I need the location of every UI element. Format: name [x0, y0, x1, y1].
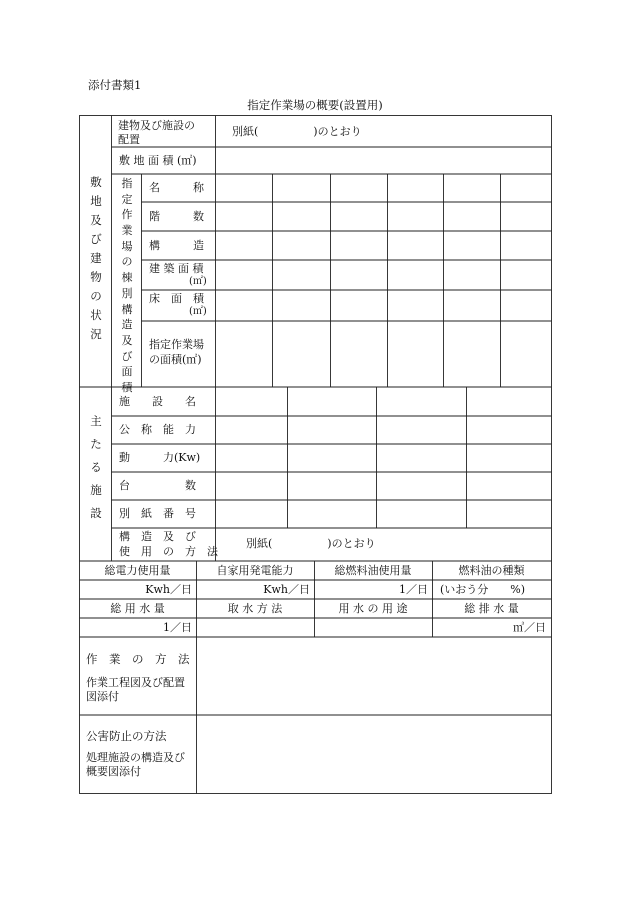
energy-header-fuel-type: 燃料油の種類	[458, 564, 525, 577]
site-group-label	[88, 177, 104, 348]
row-label-structure-usage-2: 使 用 の 方 法	[119, 545, 218, 558]
row-label-name: 名 称	[149, 181, 204, 194]
site-group-label-char: 物	[90, 270, 102, 284]
document-title: 指定作業場の概要(設置用)	[247, 98, 383, 112]
building-group-label-char: 作	[121, 208, 133, 222]
row-label-structure: 構 造	[149, 239, 204, 252]
building-group-label-char: 別	[121, 286, 133, 300]
building-group-label-char: 構	[121, 302, 133, 316]
water-header-intake-method: 取 水 方 法	[227, 602, 283, 615]
building-group-label	[119, 178, 135, 398]
row-label-building-area: 建 築 面 積	[149, 262, 204, 275]
water-header-total-usage: 総 用 水 量	[110, 602, 165, 615]
site-group-label-char: び	[90, 232, 102, 246]
site-area-label: 敷 地 面 積 (㎡)	[119, 154, 197, 167]
building-group-label-char: 造	[121, 318, 133, 332]
water-value-total-usage: 1／日	[163, 621, 192, 634]
site-group-label-char: の	[90, 289, 102, 303]
row-label-facility-name: 施 設 名	[119, 395, 196, 408]
energy-value-total-power: Kwh／日	[145, 583, 192, 596]
pollution-note: 処理施設の構造及び概要図添付	[86, 751, 185, 778]
row-label-floor-area-unit: (㎡)	[189, 306, 207, 317]
work-method-label: 作 業 の 方 法	[86, 652, 190, 666]
facility-group-label-char: 施	[90, 483, 102, 497]
row-label-floor-area: 床 面 積	[149, 292, 204, 305]
row-label-drawing-no: 別 紙 番 号	[119, 507, 196, 520]
attachment-label: 添付書類1	[88, 78, 142, 92]
building-group-label-char: 定	[121, 192, 133, 206]
facility-group-label	[88, 416, 104, 531]
building-group-label-char: 場	[121, 239, 133, 253]
facility-group-label-char: る	[90, 460, 102, 474]
building-group-label-char: び	[121, 349, 133, 363]
water-header-total-discharge: 総 排 水 量	[464, 602, 519, 615]
building-group-label-char: 積	[121, 380, 133, 394]
pollution-label: 公害防止の方法	[86, 729, 167, 743]
energy-value-fuel-type: (いおう分 %)	[440, 583, 526, 596]
building-group-label-char: 業	[121, 224, 133, 238]
building-group-label-char: の	[121, 255, 133, 269]
facility-group-label-char: た	[90, 437, 102, 451]
building-group-label-char: 面	[121, 365, 133, 379]
row-label-workplace-area: 指定作業場	[149, 338, 204, 351]
site-group-label-char: 及	[90, 213, 102, 227]
energy-value-generation: Kwh／日	[263, 583, 310, 596]
work-method-note: 作業工程図及び配置図添付	[86, 676, 185, 703]
row-label-power: 動 力(Kw)	[119, 451, 201, 464]
energy-header-generation: 自家用発電能力	[216, 564, 294, 577]
energy-value-fuel-usage: 1／日	[399, 583, 428, 596]
row-label-building-area-unit: (㎡)	[189, 276, 207, 287]
row-label-floors: 階 数	[149, 210, 204, 223]
water-header-usage-purpose: 用 水 の 用 途	[338, 602, 408, 615]
row-label-workplace-area-2: の面積(㎡)	[149, 353, 202, 366]
row-label-rated-capacity: 公 称 能 力	[119, 423, 196, 436]
energy-header-total-power: 総電力使用量	[104, 564, 171, 577]
site-group-label-char: 建	[90, 251, 102, 265]
facility-group-label-char: 主	[90, 414, 102, 428]
structure-usage-value: 別紙( )のとおり	[246, 537, 376, 550]
building-group-label-char: 棟	[121, 271, 133, 285]
energy-header-fuel-usage: 総燃料油使用量	[334, 564, 412, 577]
row-label-structure-usage-1: 構 造 及 び	[119, 530, 196, 543]
site-group-label-char: 状	[90, 308, 102, 322]
site-group-label-char: 地	[90, 194, 102, 208]
water-value-total-discharge: ㎥／日	[513, 621, 546, 634]
facility-group-label-char: 設	[90, 506, 102, 520]
layout-label-2: 配置	[118, 133, 140, 146]
site-group-label-char: 敷	[90, 175, 102, 189]
building-group-label-char: 指	[121, 177, 133, 190]
building-group-label-char: 及	[121, 333, 133, 347]
site-group-label-char: 況	[90, 327, 102, 341]
layout-value: 別紙( )のとおり	[232, 125, 362, 138]
row-label-count: 台 数	[119, 479, 196, 492]
layout-label-1: 建物及び施設の	[118, 119, 195, 132]
